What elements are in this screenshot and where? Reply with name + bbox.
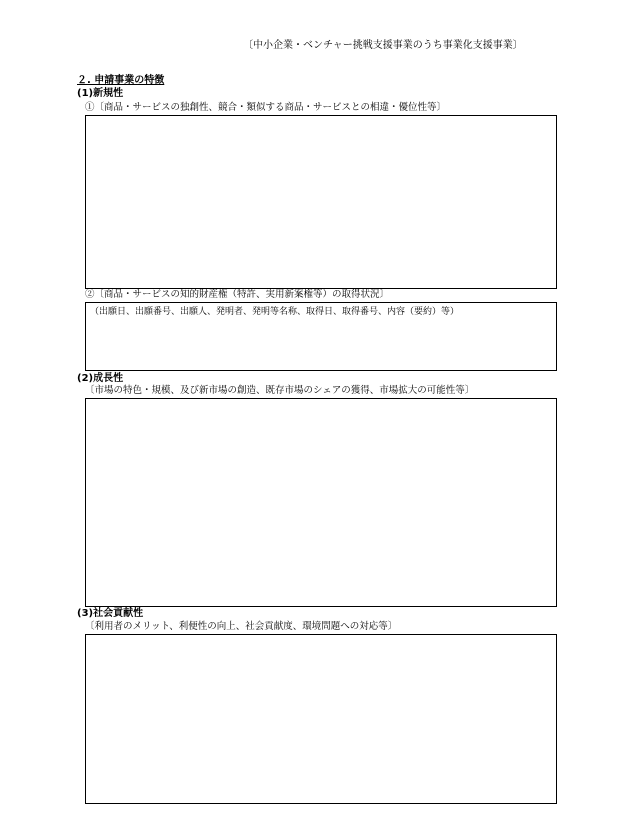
ip-hint-text: （出願日、出願番号、出願人、発明者、発明等名称、取得日、取得番号、内容（要約）等） xyxy=(90,307,460,317)
novelty-item2-prompt: ②〔商品・サービスの知的財産権（特許、実用新案権等）の取得状況〕 xyxy=(85,289,390,300)
growth-prompt: 〔市場の特色・規模、及び新市場の創造、既存市場のシェアの獲得、市場拡大の可能性等〕 xyxy=(85,385,475,396)
social-heading: (3)社会貢献性 xyxy=(77,608,144,619)
section-title: ２. 申請事業の特徴 xyxy=(77,75,165,86)
growth-answer-box[interactable] xyxy=(85,398,557,607)
social-answer-box[interactable] xyxy=(85,634,557,804)
social-prompt: 〔利用者のメリット、利便性の向上、社会貢献度、環境問題への対応等〕 xyxy=(85,621,398,632)
novelty-item1-prompt: ①〔商品・サービスの独創性、競合・類似する商品・サービスとの相違・優位性等〕 xyxy=(85,102,447,113)
program-note: 〔中小企業・ベンチャー挑戦支援事業のうち事業化支援事業〕 xyxy=(243,40,523,51)
growth-heading: (2)成長性 xyxy=(77,373,124,384)
novelty-heading: (1)新規性 xyxy=(77,88,124,99)
ip-answer-box[interactable] xyxy=(85,302,557,371)
novelty-answer-box[interactable] xyxy=(85,115,557,289)
